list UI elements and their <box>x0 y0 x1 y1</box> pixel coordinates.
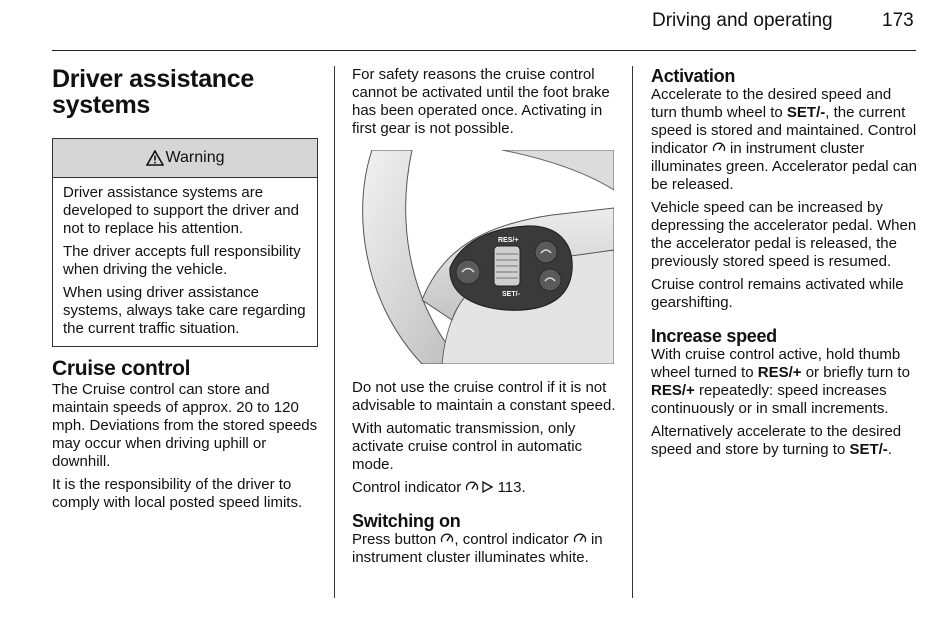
text-run: in instrument cluster illuminates green. Accelerator pedal can be released. <box>651 140 917 193</box>
body-paragraph: For safety reasons the cruise control cannot be activated until the foot brake has been operated once. Activating in first gear is not possible. <box>352 66 610 137</box>
column-1 <box>52 66 318 512</box>
control-indicator-reference <box>352 479 620 497</box>
text-run: Press button <box>352 531 441 548</box>
text-run: . <box>887 441 892 458</box>
cruise-control-icon <box>712 141 726 155</box>
header-rule <box>52 50 916 51</box>
body-paragraph: With automatic transmission, only activate cruise control in automatic mode. <box>352 420 583 473</box>
body-paragraph: It is the responsibility of the driver to comply with local posted speed limits. <box>52 476 303 511</box>
column-3 <box>651 66 919 459</box>
page-reference-arrow-icon <box>482 481 493 493</box>
activation-paragraph <box>651 86 919 194</box>
res-label: RES/+ <box>498 237 519 244</box>
cruise-toggle-button-icon <box>535 241 557 263</box>
warning-header <box>53 139 317 178</box>
warning-label: Warning <box>165 149 225 166</box>
switching-on-paragraph <box>352 531 620 567</box>
text-run: or briefly turn to <box>801 364 910 381</box>
increase-speed-paragraph <box>651 346 919 418</box>
indicator-prefix: Control indicator <box>352 479 466 496</box>
warning-paragraph: Driver assistance systems are developed to support the driver and not to replace his attention. <box>63 184 299 237</box>
set-label: SET/- <box>849 441 888 458</box>
cruise-control-heading: Cruise control <box>52 357 191 380</box>
header-section-title: Driving and operating <box>652 10 833 31</box>
page-number: 173 <box>882 10 914 31</box>
body-paragraph: Do not use the cruise control if it is not advisable to maintain a constant speed. <box>352 379 616 414</box>
column-divider-1 <box>334 66 335 598</box>
steering-wheel-illustration <box>352 150 614 364</box>
increase-speed-heading: Increase speed <box>651 326 777 346</box>
text-run: With cruise control active, hold thumb wheel turned to <box>651 346 901 381</box>
column-divider-2 <box>632 66 633 598</box>
warning-triangle-icon <box>146 150 164 166</box>
cruise-control-icon <box>573 532 587 546</box>
activation-heading: Activation <box>651 66 736 86</box>
indicator-page-ref: 113. <box>497 479 526 496</box>
cruise-control-icon <box>465 480 479 494</box>
warning-paragraph: The driver accepts full responsibility when driving the vehicle. <box>63 243 301 278</box>
text-run: Alternatively accelerate to the desired speed and store by turning to <box>651 423 902 458</box>
text-run: repeatedly: speed increases continuously or in small increments. <box>651 382 889 417</box>
text-run: in instrument cluster illuminates white. <box>352 531 603 566</box>
text-run: , control indicator <box>454 531 573 548</box>
text-run: Accelerate to the desired speed and turn thumb wheel to <box>651 86 892 121</box>
section-title: Driver assistance systems <box>52 65 254 119</box>
text-run: , the current speed is stored and maintained. Control indicator <box>651 104 917 157</box>
body-paragraph: Cruise control remains activated while gearshifting. <box>651 276 904 311</box>
cruise-control-icon <box>440 532 454 546</box>
speed-limiter-button-icon <box>539 269 561 291</box>
res-label: RES/+ <box>651 382 695 399</box>
body-paragraph: The Cruise control can store and maintain speeds of approx. 20 to 120 mph. Deviations from the stored speeds may occur when driving uphill or downhill. <box>52 381 318 470</box>
cancel-button-icon <box>456 260 480 284</box>
body-paragraph: Vehicle speed can be increased by depressing the accelerator pedal. When the accelerator pedal is released, the previously stored speed is resumed. <box>651 199 917 270</box>
switching-on-heading: Switching on <box>352 511 461 531</box>
warning-box <box>52 138 318 347</box>
res-label: RES/+ <box>757 364 802 381</box>
warning-body <box>53 178 317 346</box>
alternative-paragraph <box>651 423 919 459</box>
warning-paragraph: When using driver assistance systems, always take care regarding the current traffic situation. <box>63 284 306 337</box>
set-label: SET/- <box>786 104 826 121</box>
set-label: SET/- <box>502 291 520 298</box>
column-2 <box>352 66 620 567</box>
